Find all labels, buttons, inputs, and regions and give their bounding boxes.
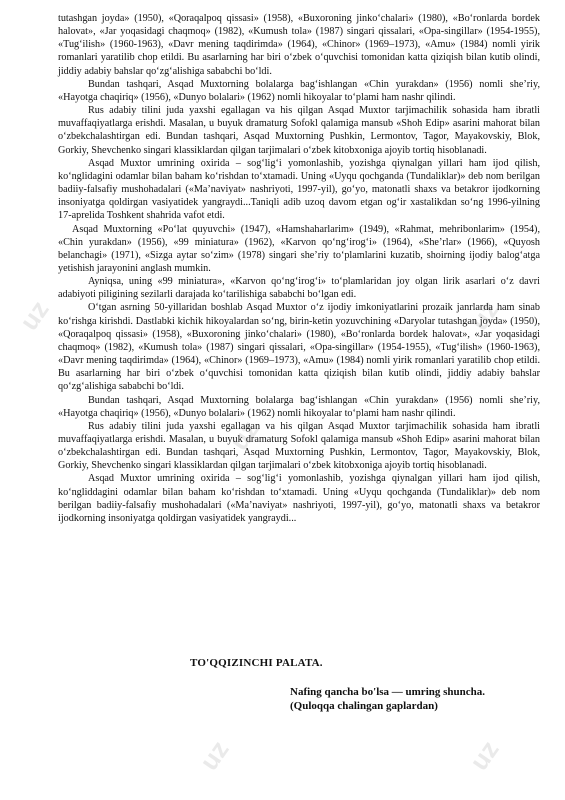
paragraph: Asqad Muxtor umrining oxirida – sog‘lig‘i yomonlashib, yozishga qiynalgan yillari ham ijod qilish, ko‘ngliddagini odamlar bilan baham ko‘rishdan to‘xtamadi. Uning «Uyqu qochganda (Tundaliklar)» deb nom berilgan badiiy-falsafiy mushohadalari («Ma’naviyat» nashriyoti, 1997-yil), go‘yo, matonatli shaxs va betakror ijodkorning insoniyatga qoldirgan vasiyatidek yangraydi... — [58, 473, 540, 524]
paragraph: tutashgan joyda» (1950), «Qoraqalpoq qissasi» (1958), «Buxoroning jinko‘chalari» (1980), «Bo‘ronlarda bordek halovat», «Jar yoqasidagi chaqmoq» (1982), «Kumush tola» (1987) singari qissalari, «Opa-singillar» (1954-1955), «Tug‘ilish» (1960-1963), «Davr mening taqdirimda» (1964), «Chinor» (1969–1973), «Amu» (1984) nomli yirik romanlari yaratilib chop etildi. Bu asarlarning har biri o‘zbek o‘quvchisi tomonidan katta qiziqish bilan kutib olindi, jiddiy adabiy bahslar qo‘zg‘alishiga sababchi bo‘ldi. — [58, 13, 540, 77]
watermark: uz — [193, 734, 235, 776]
epigraph — [290, 685, 485, 713]
paragraph: Bundan tashqari, Asqad Muxtorning bolalarga bag‘ishlangan «Chin yurakdan» (1956) nomli she’riy, «Hayotga chaqiriq» (1956), «Dunyo bolalari» (1962) nomli hikoyalar to‘plami ham nashr qilindi. — [58, 78, 540, 103]
paragraph: Asqad Muxtorning «Po‘lat quyuvchi» (1947), «Hamshaharlarim» (1949), «Rahmat, mehribonlarim» (1954), «Chin yurakdan» (1956), «99 miniatura» (1962), «Karvon qo‘ng‘irog‘i» (1964), «She’rlar» (1966), «Quyosh belanchagi» (1971), «Sizga aytar so‘zim» (1978) singari she’riy to‘plamlarini kuzatib, shoirning ijodiy balog‘atga yetishish jarayonini anglash mumkin. — [58, 223, 540, 274]
watermark: uz — [463, 294, 505, 336]
body-text — [58, 12, 540, 525]
watermark: uz — [13, 294, 55, 336]
epigraph-source: (Quloqqa chalingan gaplardan) — [290, 700, 438, 712]
epigraph-line: Nafing qancha bo'lsa — umring shuncha. — [290, 686, 485, 698]
paragraph: Asqad Muxtor umrining oxirida – sog‘lig‘i yomonlashib, yozishga qiynalgan yillari ham ijod qilish, ko‘nglidagini odamlar bilan baham ko‘rishdan to‘xtamadi. Uning «Uyqu qochganda (Tundaliklar)» deb nom berilgan badiiy-falsafiy mushohadalari («Ma’naviyat» nashriyoti, 1997-yil), go‘yo, matonatli shaxs va betakror ijodkorning insoniyatga qoldirgan vasiyatidek yangraydi...Taniqli adib uzoq davom etgan og‘ir xastalikdan so‘ng 1996-yilning 17-aprelida Toshkent shahrida vafot etdi. — [58, 157, 540, 222]
paragraph: Ayniqsa, uning «99 miniatura», «Karvon qo‘ng‘irog‘i» to‘plamlaridan joy olgan lirik asarlari o‘z davri adabiyoti piligining sezilarli darajada ko‘tarilishiga sababchi bo‘lgan edi. — [58, 276, 540, 301]
paragraph: Bundan tashqari, Asqad Muxtorning bolalarga bag‘ishlangan «Chin yurakdan» (1956) nomli she’riy, «Hayotga chaqiriq» (1956), «Dunyo bolalari» (1962) nomli hikoyalar to‘plami ham nashr qilindi. — [58, 394, 540, 419]
paragraph: Rus adabiy tilini juda yaxshi egallagan va his qilgan Asqad Muxtor tarjimachilik sohasida ham ibratli muvaffaqiyatlarga erishdi. Masalan, u buyuk dramaturg Sofokl qalamiga mansub «Shoh Edip» asarini mahorat bilan o‘zbekchalashtirgan edi. Bundan tashqari, Asqad Muxtorning Pushkin, Lermontov, Tagor, Mayakovskiy, Blok, Gorkiy, Shevchenko singari klassiklardan qilgan tarjimalari o‘zbek kitobxoniga ajoyib tortiq hisoblanadi. — [58, 105, 540, 156]
paragraph: O‘tgan asrning 50-yillaridan boshlab Asqad Muxtor o‘z ijodiy imkoniyatlarini prozaik janrlarda ham sinab ko‘rishga kirishdi. Dastlabki kichik hikoyalardan so‘ng, birin-ketin yozuvchining «Daryolar tutashgan joyda» (1950), «Qoraqalpoq qissasi» (1958), «Buxoroning jinko‘chalari» (1980), «Bo‘ronlarda bordek halovat», «Jar yoqasidagi chaqmoq» (1982), «Kumush tola» (1987) singari qissalari, «Opa-singillar» (1954-1955), «Tug‘ilish» (1960-1963), «Davr mening taqdirimda» (1964), «Chinor» (1969–1973), «Amu» (1984) nomli yirik romanlari yaratilib chop etildi. Bu asarlarning har biri o‘zbek o‘quvchisi tomonidan katta qiziqish bilan kutib olindi, jiddiy adabiy bahslar qo‘zg‘alishiga sababchi bo‘ldi. — [58, 302, 540, 393]
chapter-heading: TO'QQIZINCHI PALATA. — [190, 657, 323, 669]
watermark: uz — [223, 414, 265, 456]
watermark: uz — [463, 734, 505, 776]
paragraph: Rus adabiy tilini juda yaxshi egallagan va his qilgan Asqad Muxtor tarjimachilik sohasida ham ibratli muvaffaqiyatlarga erishdi. Masalan, u buyuk dramaturg Sofokl qalamiga mansub «Shoh Edip» asarini mahorat bilan o‘zbekchalashtirgan edi. Bundan tashqari, Asqad Muxtorning Pushkin, Lermontov, Tagor, Mayakovskiy, Blok, Gorkiy, Shevchenko singari klassiklardan qilgan tarjimalari o‘zbek kitobxoniga ajoyib tortiq hisoblanadi. — [58, 420, 540, 472]
